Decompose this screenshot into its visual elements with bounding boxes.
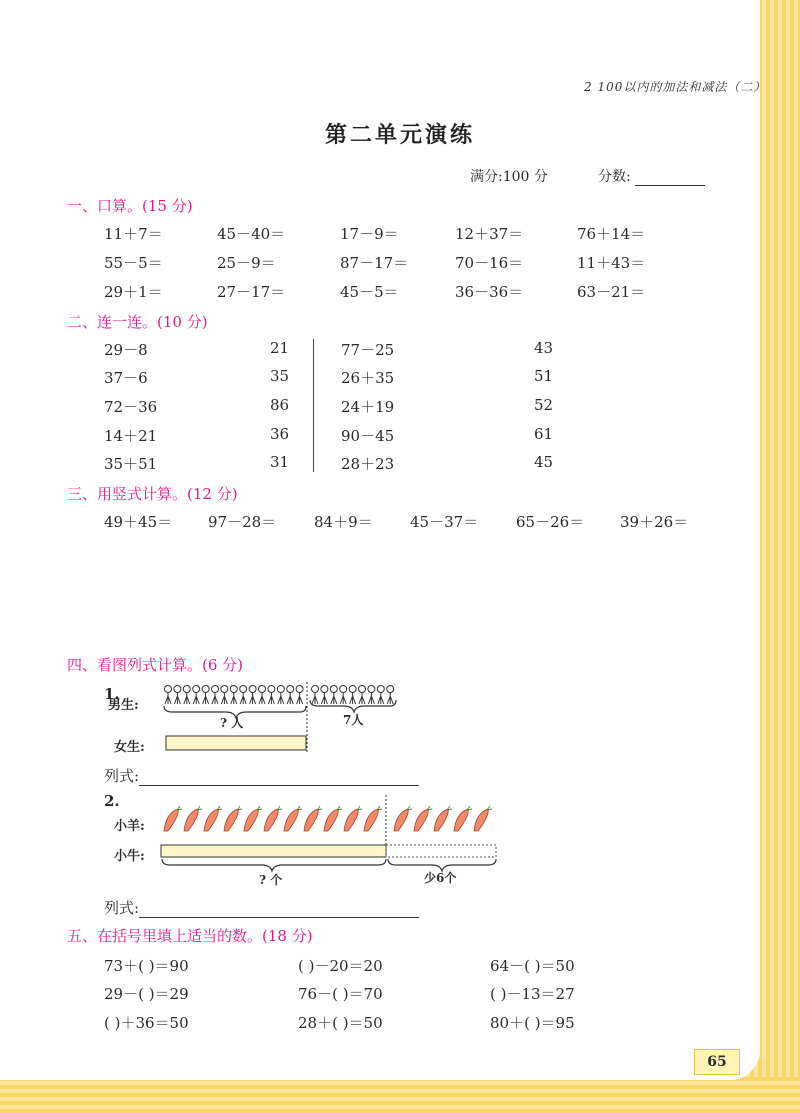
person-icon <box>221 686 228 705</box>
person-icon <box>259 686 266 705</box>
match-left-nums-item[interactable]: 35 <box>270 367 290 385</box>
fill-blank-item[interactable]: 80＋( )＝95 <box>490 1014 575 1032</box>
oral-calc-item[interactable]: 27－17＝ <box>217 283 286 301</box>
fill-blank-item[interactable]: ( )－20＝20 <box>298 957 383 975</box>
match-left-nums-item[interactable]: 36 <box>270 425 290 443</box>
seven-people-label: 7人 <box>343 713 364 727</box>
person-icon <box>349 686 356 705</box>
match-right-exprs-item[interactable]: 77－25 <box>341 341 395 359</box>
problem1-number: 1. <box>104 685 120 703</box>
person-icon <box>202 686 209 705</box>
oral-calc-item[interactable]: 11＋43＝ <box>577 254 646 272</box>
match-right-nums-item[interactable]: 61 <box>534 425 554 443</box>
carrot-icon <box>264 806 282 831</box>
vertical-calc-item[interactable]: 39＋26＝ <box>620 513 689 531</box>
page-number: 65 <box>694 1049 740 1075</box>
person-icon <box>193 686 200 705</box>
match-right-exprs-item[interactable]: 28＋23 <box>341 455 395 473</box>
oral-calc-item[interactable]: 11＋7＝ <box>104 225 163 243</box>
match-right-nums-item[interactable]: 45 <box>534 453 554 471</box>
boys-label: 男生: <box>108 698 139 713</box>
person-icon <box>165 686 172 705</box>
formula2-blank[interactable] <box>139 903 419 918</box>
person-icon <box>249 686 256 705</box>
carrot-icon <box>304 806 322 831</box>
match-left-exprs-item[interactable]: 29－8 <box>104 341 148 359</box>
match-left-exprs-item[interactable]: 14＋21 <box>104 427 158 445</box>
sheep-label: 小羊: <box>114 819 145 834</box>
oral-calc-item[interactable]: 87－17＝ <box>340 254 409 272</box>
formula1[interactable] <box>104 765 419 786</box>
section3-heading: 三、用竖式计算。(12 分) <box>67 485 238 503</box>
person-icon <box>268 686 275 705</box>
person-icon <box>230 686 237 705</box>
match-right-exprs-item[interactable]: 24＋19 <box>341 398 395 416</box>
carrot-icon <box>224 806 242 831</box>
girls-label: 女生: <box>114 740 145 755</box>
person-icon <box>212 686 219 705</box>
girls-question: ? 人 <box>220 716 244 730</box>
vertical-calc-item[interactable]: 65－26＝ <box>516 513 585 531</box>
formula1-blank[interactable] <box>139 771 419 786</box>
person-icon <box>321 686 328 705</box>
cow-brace <box>162 859 386 871</box>
carrot-icon <box>454 806 472 831</box>
match-right-exprs-item[interactable]: 26＋35 <box>341 369 395 387</box>
fill-blank-item[interactable]: ( )－13＝27 <box>490 985 575 1003</box>
section4-heading: 四、看图列式计算。(6 分) <box>67 656 244 674</box>
carrot-icon <box>244 806 262 831</box>
match-right-exprs-item[interactable]: 90－45 <box>341 427 395 445</box>
match-left-nums-item[interactable]: 21 <box>270 339 290 357</box>
oral-calc-item[interactable]: 45－5＝ <box>340 283 399 301</box>
fill-blank-item[interactable]: 76－( )＝70 <box>298 985 383 1003</box>
carrot-icon <box>164 806 182 831</box>
section5-heading: 五、在括号里填上适当的数。(18 分) <box>67 927 313 945</box>
person-icon <box>174 686 181 705</box>
person-icon <box>277 686 284 705</box>
match-right-nums-item[interactable]: 52 <box>534 396 554 414</box>
cow-question: ? 个 <box>259 873 283 887</box>
match-left-exprs-item[interactable]: 72－36 <box>104 398 158 416</box>
person-icon <box>287 686 294 705</box>
match-left-exprs-item[interactable]: 37－6 <box>104 369 148 387</box>
carrot-icon <box>344 806 362 831</box>
matching-divider <box>313 339 314 472</box>
person-icon <box>312 686 319 705</box>
oral-calc-item[interactable]: 12＋37＝ <box>455 225 524 243</box>
carrot-icon <box>364 806 382 831</box>
oral-calc-item[interactable]: 70－16＝ <box>455 254 524 272</box>
match-left-nums-item[interactable]: 31 <box>270 453 290 471</box>
cow-missing-bar <box>386 845 496 857</box>
carrot-icon <box>414 806 432 831</box>
cow-label: 小牛: <box>114 849 145 864</box>
oral-calc-item[interactable]: 36－36＝ <box>455 283 524 301</box>
vertical-calc-item[interactable]: 97－28＝ <box>208 513 277 531</box>
vertical-calc-item[interactable]: 84＋9＝ <box>314 513 373 531</box>
girls-bar <box>166 736 306 750</box>
person-icon <box>183 686 190 705</box>
carrot-icon <box>434 806 452 831</box>
fill-blank-item[interactable]: 29－( )＝29 <box>104 985 189 1003</box>
carrot-icon <box>394 806 412 831</box>
oral-calc-item[interactable]: 45－40＝ <box>217 225 286 243</box>
match-right-nums-item[interactable]: 43 <box>534 339 554 357</box>
carrot-icon <box>324 806 342 831</box>
person-icon <box>368 686 375 705</box>
carrot-row <box>164 806 492 831</box>
formula1-label: 列式: <box>104 767 140 785</box>
person-icon <box>296 686 303 705</box>
vertical-calc-item[interactable]: 45－37＝ <box>410 513 479 531</box>
oral-calc-item[interactable]: 25－9＝ <box>217 254 276 272</box>
oral-calc-item[interactable]: 76＋14＝ <box>577 225 646 243</box>
formula2-label: 列式: <box>104 899 140 917</box>
match-left-exprs-item[interactable]: 35＋51 <box>104 455 158 473</box>
fill-blank-item[interactable]: 64－( )＝50 <box>490 957 575 975</box>
carrot-icon <box>204 806 222 831</box>
full-score-label: 满分:100 分 <box>470 169 548 185</box>
less-six-label: 少6个 <box>424 871 457 885</box>
carrot-icon <box>184 806 202 831</box>
fill-blank-item[interactable]: ( )＋36＝50 <box>104 1014 189 1032</box>
cow-bar <box>161 845 386 857</box>
match-right-nums-item[interactable]: 51 <box>534 367 554 385</box>
person-icon <box>359 686 366 705</box>
match-left-nums-item[interactable]: 86 <box>270 396 290 414</box>
chapter-header: 2 100以内的加法和减法（二） <box>584 80 767 94</box>
score-blank[interactable] <box>635 171 705 186</box>
people-row <box>165 686 394 705</box>
page-title: 第二单元演练 <box>324 123 475 148</box>
boys-girls-diagram <box>160 682 410 757</box>
section2-heading: 二、连一连。(10 分) <box>67 313 208 331</box>
oral-calc-item[interactable]: 63－21＝ <box>577 283 646 301</box>
vertical-calc-item[interactable]: 49＋45＝ <box>104 513 173 531</box>
person-icon <box>387 686 394 705</box>
person-icon <box>330 686 337 705</box>
fill-blank-item[interactable]: 73＋( )＝90 <box>104 957 189 975</box>
carrot-icon <box>284 806 302 831</box>
score-label: 分数: <box>598 169 631 185</box>
oral-calc-item[interactable]: 17－9＝ <box>340 225 399 243</box>
person-icon <box>377 686 384 705</box>
person-icon <box>240 686 247 705</box>
problem2-number: 2. <box>104 792 120 810</box>
score-field[interactable] <box>598 166 705 186</box>
carrot-icon <box>474 806 492 831</box>
oral-calc-item[interactable]: 29＋1＝ <box>104 283 163 301</box>
section1-heading: 一、口算。(15 分) <box>67 197 193 215</box>
page-edge-bottom <box>0 1077 800 1113</box>
formula2[interactable] <box>104 897 419 918</box>
oral-calc-item[interactable]: 55－5＝ <box>104 254 163 272</box>
person-icon <box>340 686 347 705</box>
fill-blank-item[interactable]: 28＋( )＝50 <box>298 1014 383 1032</box>
